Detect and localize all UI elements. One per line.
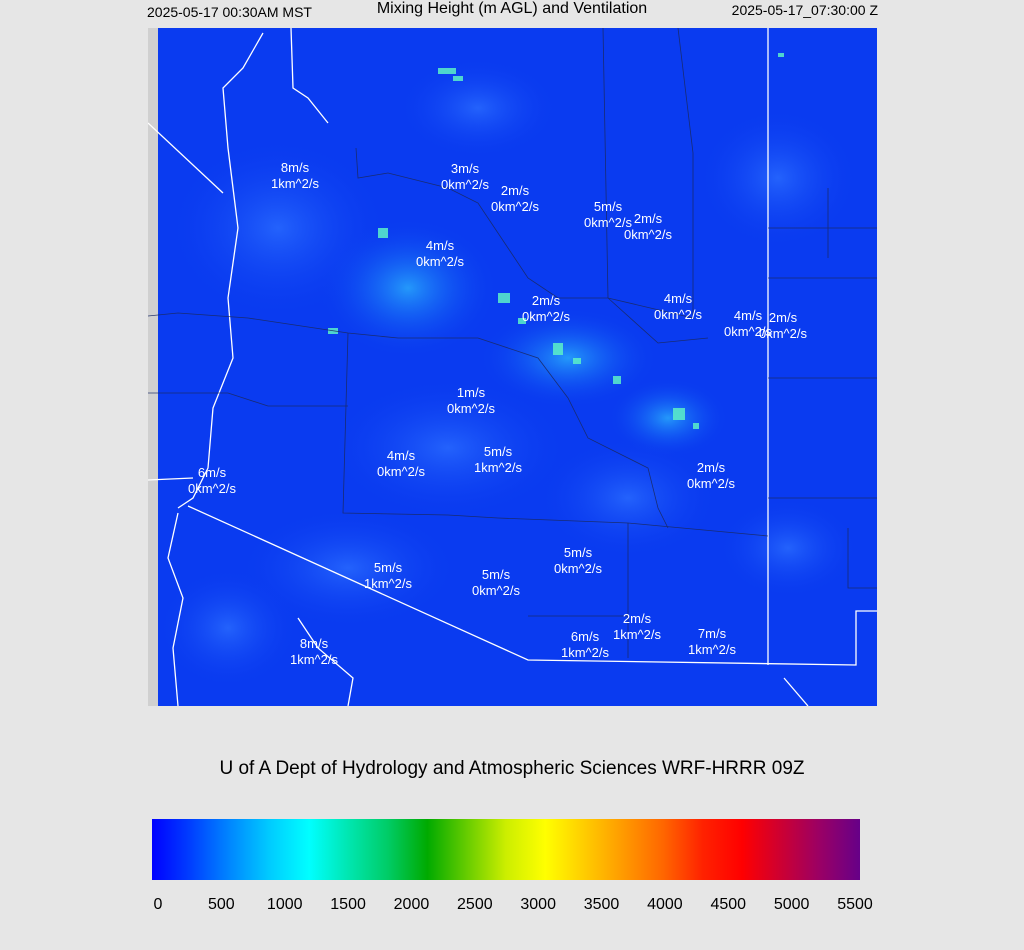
station-label	[377, 448, 425, 480]
station-label	[416, 238, 464, 270]
ventilation-value: 0km^2/s	[490, 199, 540, 214]
ventilation-value: 0km^2/s	[471, 583, 521, 598]
station-label	[687, 460, 735, 492]
wind-speed: 7m/s	[697, 626, 727, 641]
station-label	[271, 160, 319, 192]
station-label	[188, 465, 236, 497]
station-label	[491, 183, 539, 215]
wind-speed: 2m/s	[696, 460, 726, 475]
station-label	[290, 636, 338, 668]
wind-speed: 4m/s	[663, 291, 693, 306]
ventilation-value: 0km^2/s	[723, 324, 773, 339]
station-label	[472, 567, 520, 599]
scale-tick-label: 1500	[330, 896, 366, 913]
scale-tick-label: 4000	[647, 896, 683, 913]
ventilation-value: 0km^2/s	[623, 227, 673, 242]
ventilation-value: 1km^2/s	[270, 176, 320, 191]
station-label	[624, 211, 672, 243]
wind-speed: 4m/s	[733, 308, 763, 323]
utc-time: 2025-05-17_07:30:00 Z	[731, 2, 878, 18]
station-label	[522, 293, 570, 325]
scale-tick-label: 1000	[266, 896, 303, 913]
station-label	[688, 626, 736, 658]
color-gradient	[152, 819, 860, 880]
ventilation-value: 1km^2/s	[560, 645, 610, 660]
scale-tick-label: 0	[153, 896, 163, 913]
wind-speed: 3m/s	[450, 161, 480, 176]
scale-tick-label: 3000	[520, 896, 556, 913]
ventilation-value: 0km^2/s	[415, 254, 465, 269]
credit-line: U of A Dept of Hydrology and Atmospheric Sciences WRF-HRRR 09Z	[219, 758, 805, 779]
ventilation-value: 0km^2/s	[446, 401, 496, 416]
station-label	[364, 560, 412, 592]
wind-speed: 5m/s	[481, 567, 511, 582]
scale-tick-label: 5500	[837, 896, 873, 913]
wind-speed: 6m/s	[570, 629, 600, 644]
wind-speed: 5m/s	[593, 199, 623, 214]
wind-speed: 1m/s	[456, 385, 486, 400]
wind-speed: 4m/s	[425, 238, 455, 253]
station-label	[759, 310, 807, 342]
ventilation-value: 0km^2/s	[686, 476, 736, 491]
ventilation-value: 1km^2/s	[687, 642, 737, 657]
ventilation-value: 0km^2/s	[440, 177, 490, 192]
wind-speed: 4m/s	[386, 448, 416, 463]
station-label	[441, 161, 489, 193]
border-southeast	[784, 678, 808, 706]
scale-tick-label: 500	[208, 896, 235, 913]
scale-tick-label: 4500	[710, 896, 747, 913]
ventilation-value: 0km^2/s	[187, 481, 237, 496]
map-edge	[148, 28, 158, 706]
station-label	[561, 629, 609, 661]
county-lines	[148, 393, 348, 406]
ventilation-value: 1km^2/s	[289, 652, 339, 667]
wind-speed: 2m/s	[768, 310, 798, 325]
scale-tick-label: 5000	[773, 896, 810, 913]
wind-speed: 5m/s	[373, 560, 403, 575]
ventilation-value: 0km^2/s	[553, 561, 603, 576]
wind-speed: 2m/s	[633, 211, 663, 226]
station-label	[474, 444, 522, 476]
scale-tick-label: 3500	[583, 896, 620, 913]
map-title: Mixing Height (m AGL) and Ventilation	[376, 0, 648, 17]
ventilation-value: 0km^2/s	[653, 307, 703, 322]
ventilation-value: 0km^2/s	[521, 309, 571, 324]
wind-speed: 8m/s	[280, 160, 310, 175]
ventilation-value: 1km^2/s	[612, 627, 662, 642]
wind-speed: 2m/s	[622, 611, 652, 626]
scale-tick-label: 2000	[393, 896, 430, 913]
color-scale-bar	[152, 819, 860, 880]
map-background	[148, 28, 877, 706]
ventilation-value: 1km^2/s	[473, 460, 523, 475]
ventilation-value: 0km^2/s	[758, 326, 808, 341]
wind-speed: 2m/s	[500, 183, 530, 198]
mixing-height-map	[148, 28, 877, 706]
wind-speed: 5m/s	[563, 545, 593, 560]
local-time: 2025-05-17 00:30AM MST	[147, 4, 312, 20]
wind-speed: 8m/s	[299, 636, 329, 651]
ventilation-value: 0km^2/s	[583, 215, 633, 230]
station-label	[554, 545, 602, 577]
wind-speed: 6m/s	[197, 465, 227, 480]
station-label	[447, 385, 495, 417]
county-lines	[768, 228, 877, 498]
river-border-north	[291, 28, 328, 123]
station-label	[654, 291, 702, 323]
station-label	[613, 611, 661, 643]
wind-speed: 2m/s	[531, 293, 561, 308]
ventilation-value: 1km^2/s	[363, 576, 413, 591]
scale-tick-label: 2500	[457, 896, 493, 913]
wind-speed: 5m/s	[483, 444, 513, 459]
ventilation-value: 0km^2/s	[376, 464, 426, 479]
